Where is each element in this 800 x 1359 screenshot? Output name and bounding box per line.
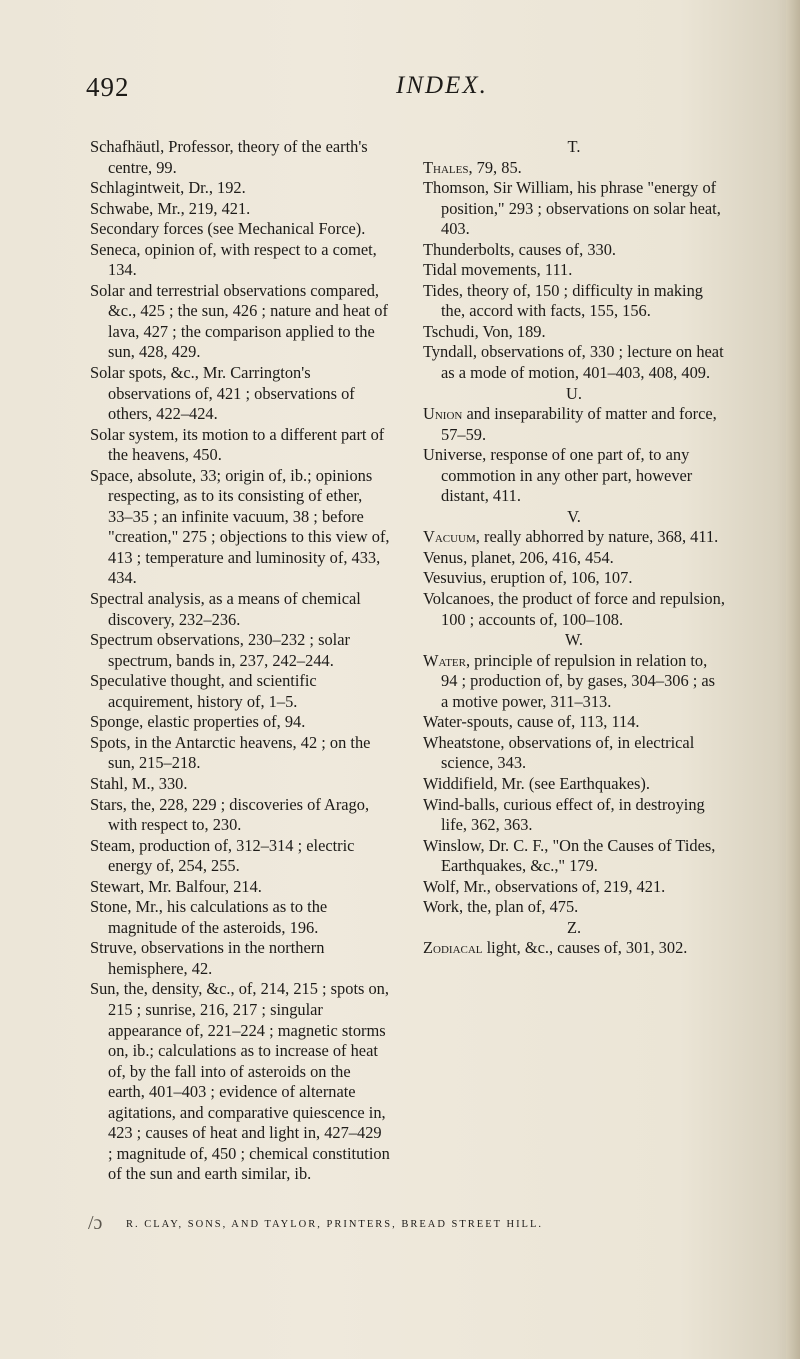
entry-text: Sponge, elastic properties of, 94. — [90, 712, 306, 732]
index-entry — [90, 733, 390, 774]
entry-text: Tschudi, Von, 189. — [423, 321, 546, 341]
entry-text: Schlagintweit, Dr., 192. — [90, 178, 246, 198]
entry-text: Wheatstone, observations of, in electrical science, 343. — [423, 732, 695, 773]
index-entry — [90, 795, 390, 836]
page-number: 492 — [86, 72, 130, 102]
index-entry — [90, 712, 390, 733]
entry-text: Struve, observations in the northern hemisphere, 42. — [90, 938, 325, 978]
index-column-left — [90, 137, 390, 1185]
index-entry — [90, 897, 390, 938]
entry-text: Venus, planet, 206, 416, 454. — [423, 547, 614, 567]
entry-text: Widdifield, Mr. (see Earthquakes). — [423, 773, 650, 793]
entry-text: Winslow, Dr. C. F., "On the Causes of Tides, Earthquakes, &c.," 179. — [423, 835, 716, 876]
section-letter: Z. — [566, 917, 582, 937]
entry-text: Wind-balls, curious effect of, in destroying life, 362, 363. — [423, 794, 705, 835]
entry-text: Vesuvius, eruption of, 106, 107. — [423, 568, 633, 588]
entry-text: Speculative thought, and scientific acquirement, history of, 1–5. — [90, 671, 317, 711]
index-entry — [423, 712, 725, 733]
page-edge — [786, 0, 800, 1359]
page-header — [86, 72, 726, 112]
entry-text: Stewart, Mr. Balfour, 214. — [90, 876, 262, 896]
entry-lead-word: Thales, — [423, 157, 473, 177]
entry-lead-word: Vacuum, — [423, 527, 480, 547]
index-entry — [90, 240, 390, 281]
index-entry — [90, 589, 390, 630]
index-entry — [423, 795, 725, 836]
entry-text: Solar spots, &c., Mr. Carrington's observations of, 421 ; observations of others, 422–424. — [90, 363, 355, 424]
entry-text: Thomson, Sir William, his phrase "energy of position," 293 ; observations on solar heat, 403. — [423, 178, 721, 239]
index-entry — [90, 137, 390, 178]
index-entry — [423, 260, 725, 281]
index-entry — [423, 651, 725, 713]
index-entry — [423, 733, 725, 774]
entry-text: Tyndall, observations of, 330 ; lecture on heat as a mode of motion, 401–403, 408, 409. — [423, 342, 724, 383]
entry-text: light, &c., causes of, 301, 302. — [482, 938, 688, 958]
running-title: INDEX. — [396, 72, 488, 99]
index-entry — [423, 527, 725, 548]
index-entry — [423, 836, 725, 877]
entry-text: Space, absolute, 33; origin of, ib.; opinions respecting, as to its consisting of ether, 33–35 ; an infinite vacuum, 38 ; before "creation," 275 ; objections to this view of, 413 ; temperature and luminosity of, 433, 434. — [90, 465, 390, 588]
index-entry — [423, 774, 725, 795]
index-entry — [423, 342, 725, 383]
entry-text: Solar system, its motion to a different part of the heavens, 450. — [90, 424, 385, 465]
index-entry — [423, 158, 725, 179]
entry-text: Steam, production of, 312–314 ; electric energy of, 254, 255. — [90, 835, 355, 876]
section-letter: W. — [564, 630, 584, 650]
entry-text: Thunderbolts, causes of, 330. — [423, 239, 617, 259]
entry-text: Seneca, opinion of, with respect to a comet, 134. — [90, 239, 377, 280]
printer-imprint: R. CLAY, SONS, AND TAYLOR, PRINTERS, BREAD STREET HILL. — [126, 1219, 544, 1230]
entry-text: principle of repulsion in relation to, 94 ; production of, by gases, 304–306 ; as a motive power, 311–313. — [441, 650, 716, 711]
index-entry — [90, 219, 390, 240]
index-entry — [90, 836, 390, 877]
index-entry — [90, 774, 390, 795]
entry-text: really abhorred by nature, 368, 411. — [479, 527, 719, 547]
index-entry — [90, 425, 390, 466]
index-column-right — [423, 137, 725, 959]
entry-text: Work, the, plan of, 475. — [423, 897, 579, 917]
entry-text: Solar and terrestrial observations compared, &c., 425 ; the sun, 426 ; nature and heat of lava, 427 ; the comparison applied to the sun, 428, 429. — [90, 280, 388, 362]
index-entry — [423, 589, 725, 630]
entry-text: Secondary forces (see Mechanical Force). — [90, 219, 366, 239]
index-entry — [90, 979, 390, 1184]
pencil-mark: /ɔ — [88, 1212, 103, 1234]
entry-text: Stars, the, 228, 229 ; discoveries of Arago, with respect to, 230. — [90, 794, 370, 835]
index-entry — [423, 240, 725, 261]
entry-text: Volcanoes, the product of force and repulsion, 100 ; accounts of, 100–108. — [423, 589, 725, 629]
entry-text: Tidal movements, 111. — [423, 260, 573, 280]
index-entry — [423, 445, 725, 507]
entry-text: and inseparability of matter and force, 57–59. — [441, 404, 717, 444]
entry-text: Universe, response of one part of, to any commotion in any other part, however distant, 411. — [423, 445, 693, 506]
entry-text: Stahl, M., 330. — [90, 773, 188, 793]
entry-text: 79, 85. — [472, 157, 522, 177]
index-entry — [90, 466, 390, 589]
index-entry — [423, 322, 725, 343]
entry-lead-word: Water, — [423, 650, 471, 670]
index-entry — [90, 877, 390, 898]
entry-lead-word: Zodiacal — [423, 938, 483, 958]
section-letter: V. — [567, 506, 581, 526]
entry-text: Spots, in the Antarctic heavens, 42 ; on the sun, 215–218. — [90, 732, 371, 773]
entry-text: Spectral analysis, as a means of chemical discovery, 232–236. — [90, 589, 361, 629]
index-entry — [423, 877, 725, 898]
index-entry — [423, 281, 725, 322]
index-entry — [90, 671, 390, 712]
entry-lead-word: Union — [423, 404, 463, 424]
entry-text: Sun, the, density, &c., of, 214, 215 ; spots on, 215 ; sunrise, 216, 217 ; singular appearance of, 221–224 ; magnetic storms on, ib.; calculations as to increase of heat of, by the fall into of asteroids on the earth, 401–403 ; evidence of alternate agitations, and comparative quiescence in, 423 ; causes of heat and light in, 427–429 ; magnitude of, 450 ; chemical constitution of the sun and earth similar, ib. — [90, 979, 390, 1184]
entry-text: Spectrum observations, 230–232 ; solar spectrum, bands in, 237, 242–244. — [90, 630, 350, 670]
index-entry — [90, 199, 390, 220]
index-entry — [423, 404, 725, 445]
index-entry — [423, 178, 725, 240]
entry-text: Wolf, Mr., observations of, 219, 421. — [423, 876, 666, 896]
entry-text: Schafhäutl, Professor, theory of the earth's centre, 99. — [90, 137, 368, 177]
entry-text: Schwabe, Mr., 219, 421. — [90, 198, 251, 218]
index-entry — [90, 363, 390, 425]
index-entry — [423, 897, 725, 918]
index-entry — [90, 938, 390, 979]
entry-text: Stone, Mr., his calculations as to the magnitude of the asteroids, 196. — [90, 897, 328, 937]
index-entry — [90, 178, 390, 199]
entry-text: Tides, theory of, 150 ; difficulty in making the, accord with facts, 155, 156. — [423, 280, 703, 321]
index-entry — [90, 281, 390, 363]
section-letter: T. — [567, 137, 581, 156]
index-entry — [423, 938, 725, 959]
section-letter: U. — [566, 383, 582, 403]
index-entry — [423, 568, 725, 589]
entry-text: Water-spouts, cause of, 113, 114. — [423, 712, 640, 732]
index-entry — [90, 630, 390, 671]
index-entry — [423, 548, 725, 569]
